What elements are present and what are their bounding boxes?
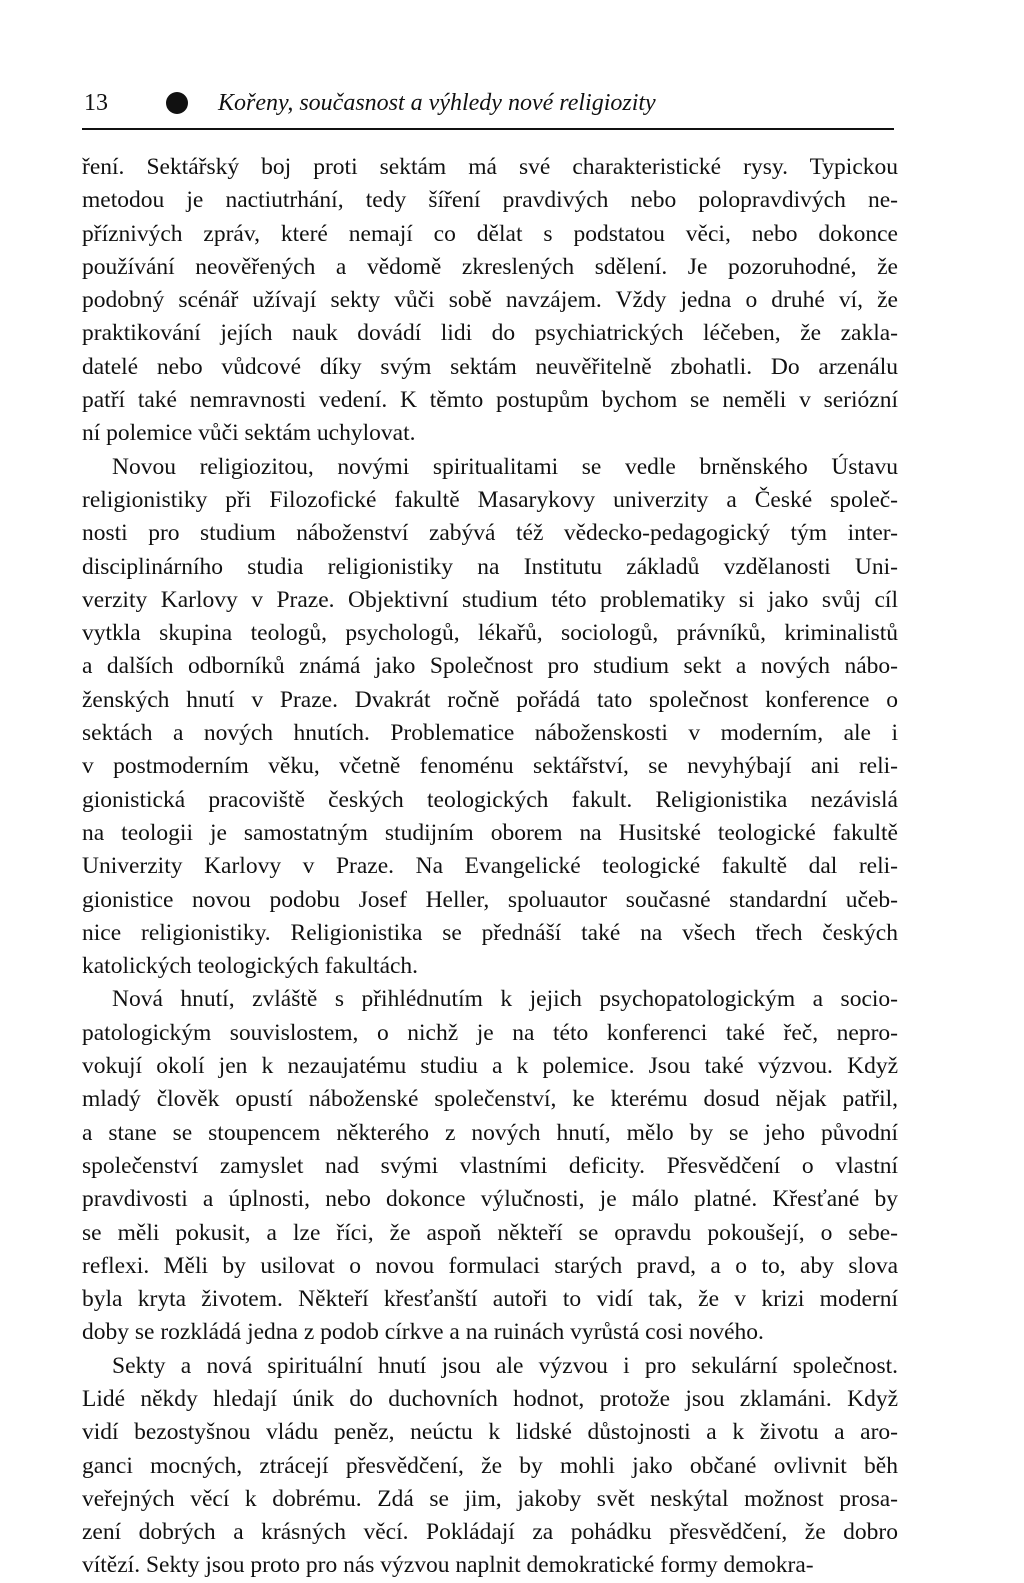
body-text (82, 151, 898, 1583)
text-line: religionistiky při Filozofické fakultě Masarykovy univerzity a České společ- (82, 486, 898, 513)
text-line: gionistice novou podobu Josef Heller, spoluautor současné standardní učeb- (82, 886, 898, 913)
page-header (82, 84, 894, 124)
text-line: ganci mocných, ztrácejí přesvědčení, že by mohli jako občané ovlivnit běh (82, 1452, 898, 1479)
text-line: pravdivosti a úplnosti, nebo dokonce výlučnosti, je málo platné. Křesťané by (82, 1186, 898, 1213)
text-line: ní polemice vůči sektám uchylovat. (82, 420, 416, 447)
text-line: vidí bezostyšnou vládu peněz, neúctu k lidské důstojnosti a k životu a aro- (82, 1419, 898, 1446)
text-line: ženských hnutí v Praze. Dvakrát ročně pořádá tato společnost konference o (82, 686, 898, 713)
bullet-icon (166, 92, 188, 114)
text-line: verzity Karlovy v Praze. Objektivní studium této problematiky si jako svůj cíl (82, 586, 898, 613)
text-line: a stane se stoupencem některého z nových hnutí, mělo by se jeho původní (82, 1119, 898, 1146)
paragraph (82, 151, 898, 451)
text-line: příznivých zpráv, které nemají co dělat s podstatou věci, nebo dokonce (82, 220, 898, 247)
paragraph (82, 451, 898, 984)
text-line: vokují okolí jen k nezaujatému studiu a k polemice. Jsou také výzvou. Když (82, 1053, 898, 1080)
paragraph (82, 1350, 898, 1583)
page-number: 13 (84, 90, 108, 116)
text-line: disciplinárního studia religionistiky na Institutu základů vzdělanosti Uni- (82, 553, 898, 580)
text-line: společenství zamyslet nad svými vlastními deficity. Přesvědčení o vlastní (82, 1152, 898, 1179)
text-line: patologickým souvislostem, o nichž je na této konferenci také řeč, nepro- (82, 1019, 898, 1046)
text-line: byla kryta životem. Někteří křesťanští autoři to vidí tak, že v krizi moderní (82, 1286, 898, 1313)
text-line: Nová hnutí, zvláště s přihlédnutím k jejich psychopatologickým a socio- (112, 986, 898, 1013)
running-title: Kořeny, současnost a výhledy nové religiozity (218, 90, 656, 116)
text-line: na teologii je samostatným studijním oborem na Husitské teologické fakultě (82, 819, 898, 846)
text-line: a dalších odborníků známá jako Společnost pro studium sekt a nových nábo- (82, 653, 898, 680)
header-rule (82, 128, 894, 130)
text-line: Sekty a nová spirituální hnutí jsou ale výzvou i pro sekulární společnost. (112, 1352, 898, 1379)
text-line: Univerzity Karlovy v Praze. Na Evangelické teologické fakultě dal reli- (82, 853, 898, 880)
text-line: doby se rozkládá jedna z podob církve a na ruinách vyrůstá cosi nového. (82, 1319, 764, 1346)
text-line: Novou religiozitou, novými spiritualitami se vedle brněnského Ústavu (112, 453, 898, 480)
text-line: ření. Sektářský boj proti sektám má své charakteristické rysy. Typickou (82, 154, 898, 180)
text-line: vítězí. Sekty jsou proto pro nás výzvou naplnit demokratické formy demokra- (82, 1552, 814, 1579)
text-line: praktikování jejích nauk dovádí lidi do psychiatrických léčeben, že zakla- (82, 320, 898, 347)
text-line: patří také nemravnosti vedení. K těmto postupům bychom se neměli v seriózní (82, 387, 898, 414)
text-line: nice religionistiky. Religionistika se přednáší také na všech třech českých (82, 919, 898, 946)
text-line: sektách a nových hnutích. Problematice náboženskosti v moderním, ale i (82, 720, 898, 747)
text-line: v postmoderním věku, včetně fenoménu sektářství, se nevyhýbají ani reli- (82, 753, 898, 780)
text-line: se měli pokusit, a lze říci, že aspoň někteří se opravdu pokoušejí, o sebe- (82, 1219, 898, 1246)
text-line: používání neověřených a vědomě zkreslených sdělení. Je pozoruhodné, že (82, 253, 898, 280)
text-line: mladý člověk opustí náboženské společenství, ke kterému dosud nějak patřil, (82, 1086, 898, 1113)
text-line: datelé nebo vůdcové díky svým sektám neuvěřitelně zbohatli. Do arzenálu (82, 353, 898, 380)
text-line: veřejných věcí k dobrému. Zdá se jim, jakoby svět neskýtal možnost prosa- (82, 1485, 898, 1512)
text-line: zení dobrých a krásných věcí. Pokládají za pohádku přesvědčení, že dobro (82, 1519, 898, 1546)
text-line: katolických teologických fakultách. (82, 953, 419, 980)
text-line: metodou je nactiutrhání, tedy šíření pravdivých nebo polopravdivých ne- (82, 187, 898, 214)
text-line: podobný scénář užívají sekty vůči sobě navzájem. Vždy jedna o druhé ví, že (82, 287, 898, 314)
text-line: nosti pro studium náboženství zabývá též vědecko-pedagogický tým inter- (82, 520, 898, 547)
text-line: gionistická pracoviště českých teologických fakult. Religionistika nezávislá (82, 786, 898, 813)
paragraph (82, 983, 898, 1349)
text-line: reflexi. Měli by usilovat o novou formulaci starých pravd, a o to, aby slova (82, 1252, 898, 1279)
text-line: Lidé někdy hledají únik do duchovních hodnot, protože jsou zklamáni. Když (82, 1385, 898, 1412)
text-line: vytkla skupina teologů, psychologů, lékařů, sociologů, právníků, kriminalistů (82, 620, 898, 647)
